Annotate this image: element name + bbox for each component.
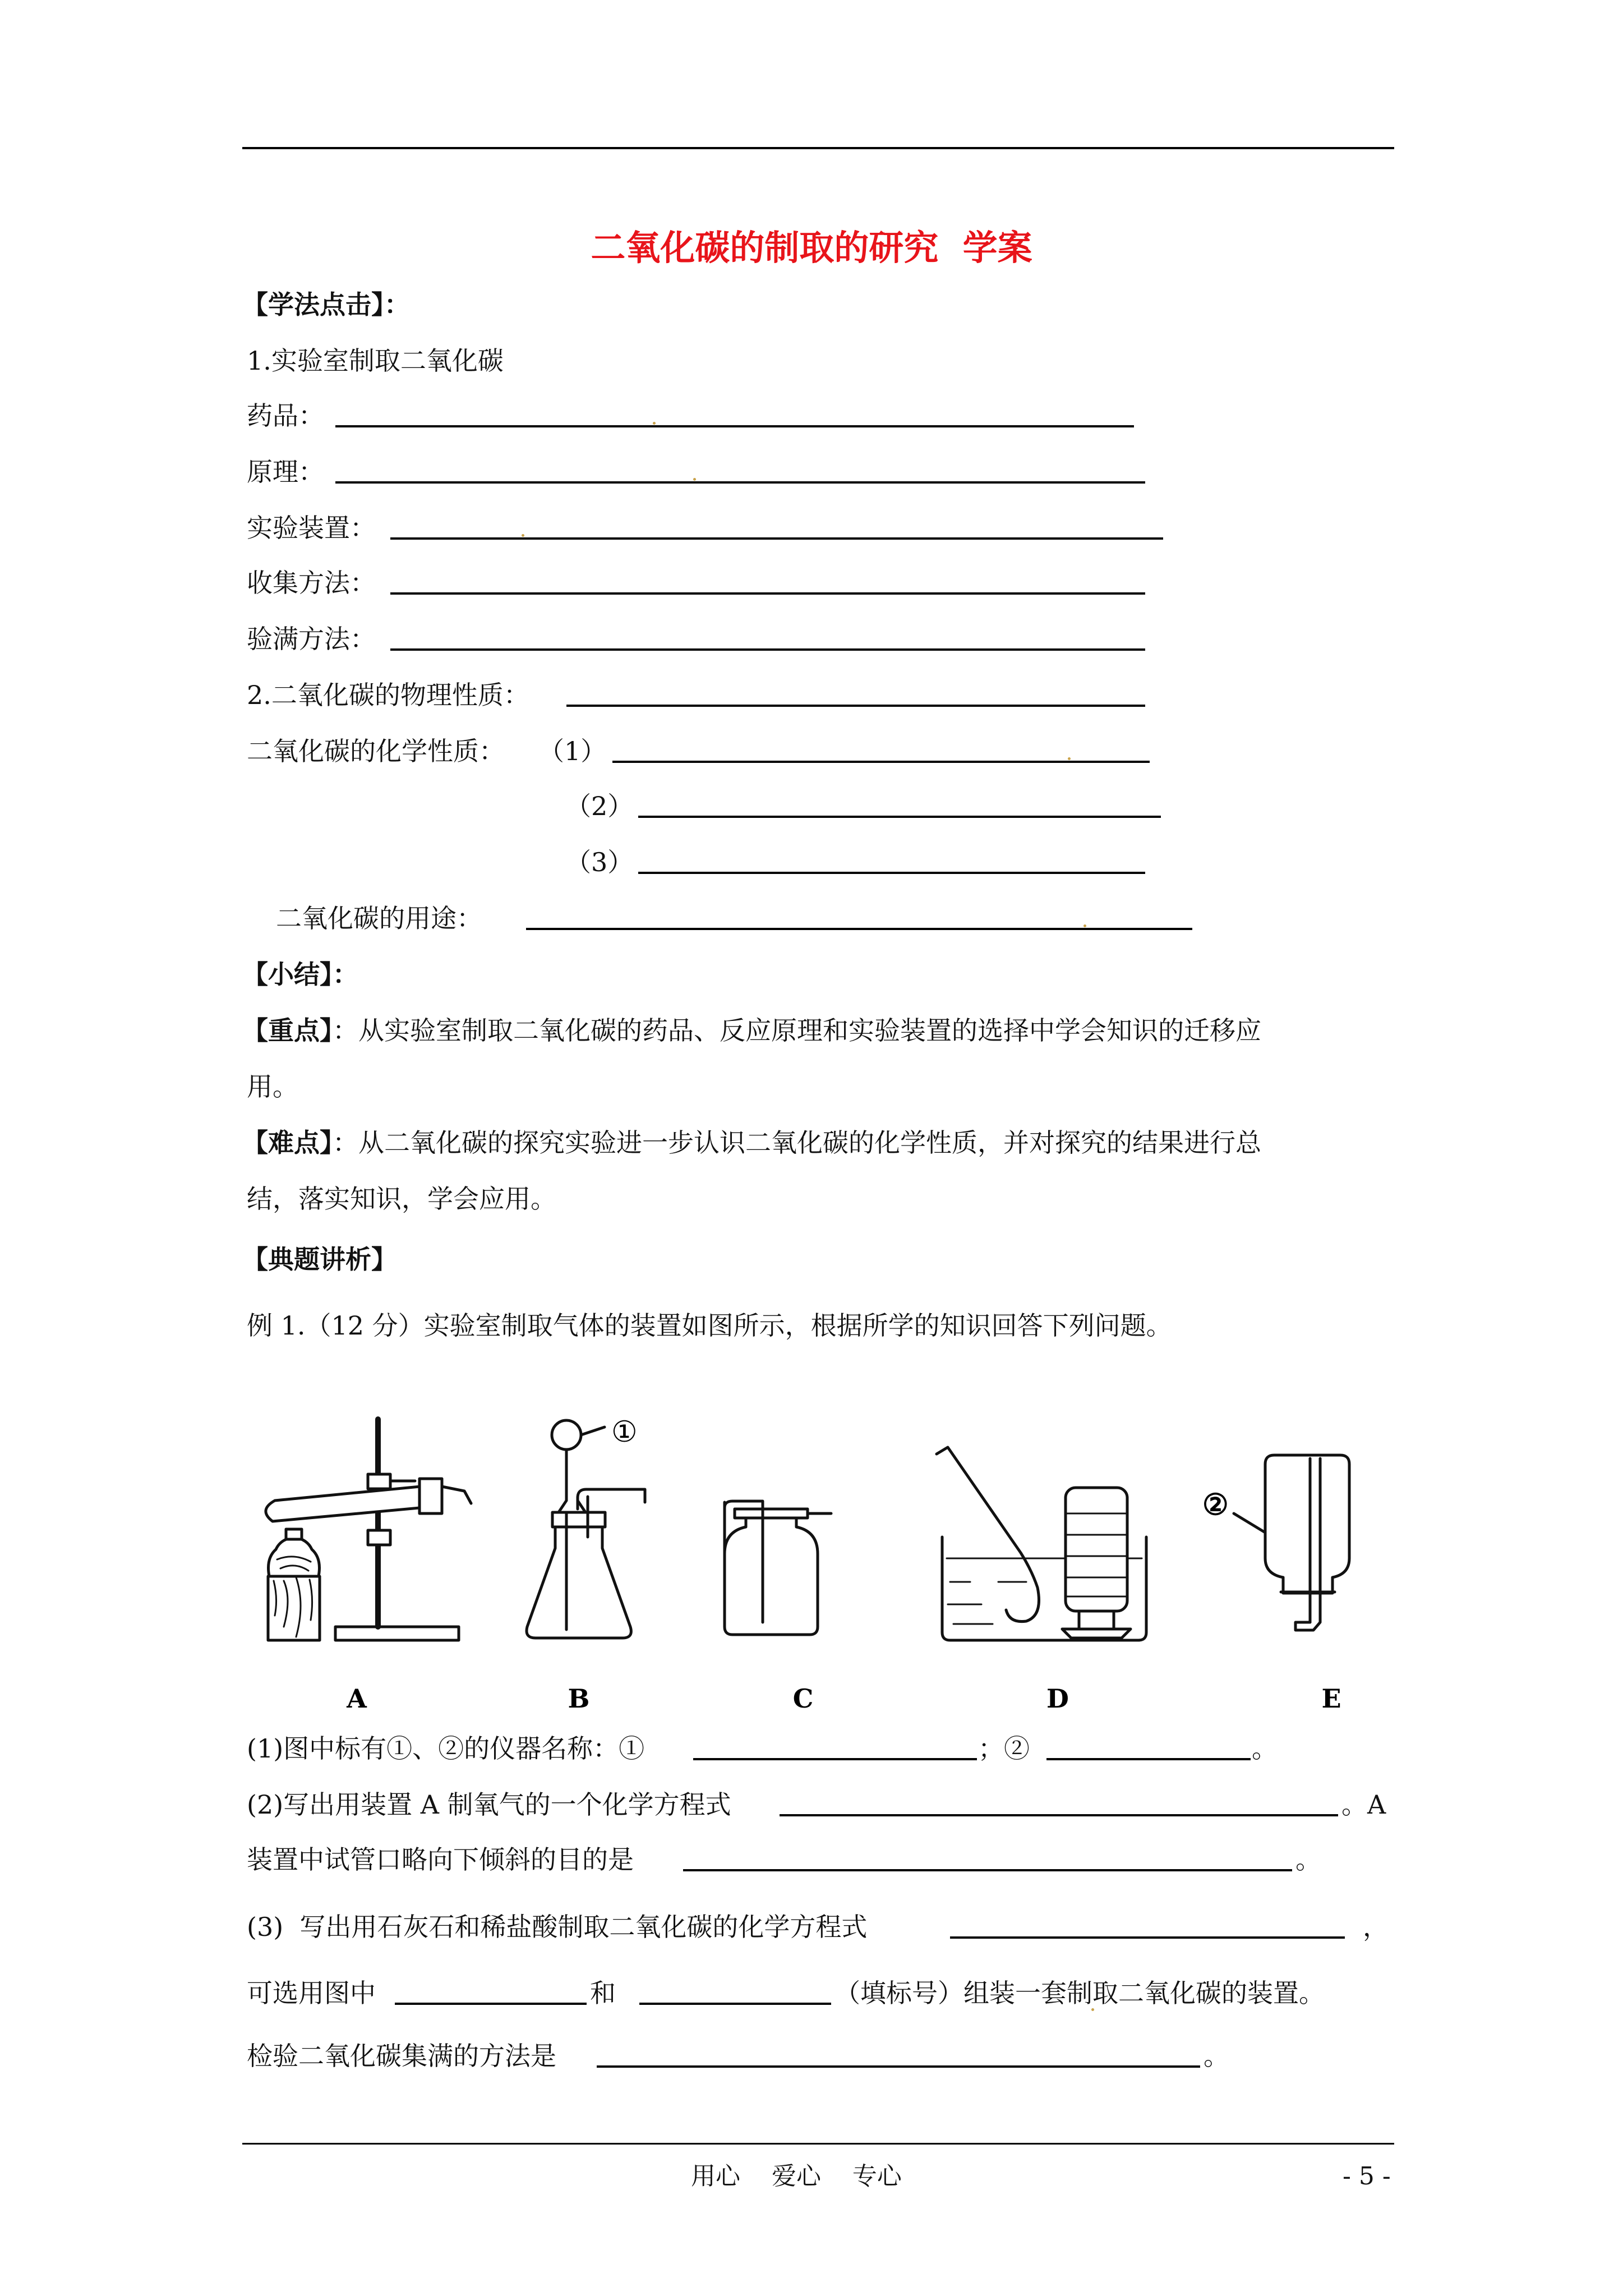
question-3-end: 。 <box>1204 2041 1229 2071</box>
question-2-text-cont: 装置中试管口略向下倾斜的目的是 <box>247 1844 634 1875</box>
blank-drugs[interactable] <box>335 425 1134 427</box>
apparatus-c-drawing <box>725 1501 831 1635</box>
blank-device-1[interactable] <box>395 2003 587 2005</box>
label-drugs: 药品： <box>247 401 324 431</box>
apparatus-label-e: E <box>1321 1683 1341 1714</box>
scan-speck <box>1091 2008 1094 2011</box>
question-1-end: 。 <box>1252 1733 1278 1764</box>
scan-speck <box>693 478 696 481</box>
question-3-and: 和 <box>590 1978 616 2008</box>
label-chemical-props: 二氧化碳的化学性质： <box>247 736 505 766</box>
apparatus-label-a: A <box>347 1683 367 1714</box>
scan-speck <box>1083 924 1086 927</box>
question-3-text: (3) 写出用石灰石和稀盐酸制取二氧化碳的化学方程式 <box>247 1912 868 1942</box>
section-study-tips-heading: 【学法点击】： <box>242 289 410 320</box>
apparatus-a-drawing <box>266 1419 471 1640</box>
blank-collect-method[interactable] <box>390 592 1145 595</box>
blank-instrument-2[interactable] <box>1046 1758 1251 1760</box>
header-rule <box>242 147 1394 149</box>
question-2-end: 。 <box>1295 1844 1321 1875</box>
section-examples-heading: 【典题讲析】 <box>242 1244 397 1274</box>
blank-co2-equation[interactable] <box>950 1936 1345 1939</box>
key-point <box>242 1015 1261 1046</box>
chem-prop-number-1: （1） <box>538 736 607 766</box>
chem-prop-number-2: （2） <box>565 791 634 821</box>
page-number: - 5 - <box>1343 2162 1391 2191</box>
section-summary-heading: 【小结】： <box>242 959 358 990</box>
question-1-text: (1)图中标有①、②的仪器名称：① <box>247 1733 645 1764</box>
page-title: 二氧化碳的制取的研究 学案 <box>591 227 1032 268</box>
question-2-sep: 。A <box>1341 1789 1386 1820</box>
scan-speck <box>522 534 524 537</box>
question-3-choose: 可选用图中 <box>247 1978 376 2008</box>
blank-test-full-method[interactable] <box>597 2065 1200 2068</box>
blank-chem-prop-1[interactable] <box>612 761 1150 763</box>
key-point-text-cont: 用。 <box>247 1071 298 1102</box>
item-lab-preparation: 1.实验室制取二氧化碳 <box>247 346 504 376</box>
blank-instrument-1[interactable] <box>693 1758 977 1760</box>
scan-speck <box>1068 757 1071 760</box>
example-1-intro: 例 1.（12 分）实验室制取气体的装置如图所示，根据所学的知识回答下列问题。 <box>247 1310 1172 1341</box>
blank-principle[interactable] <box>335 481 1145 484</box>
apparatus-e-drawing <box>1234 1455 1349 1630</box>
apparatus-label-d: D <box>1046 1683 1069 1714</box>
scan-speck <box>653 422 656 425</box>
blank-physical-props[interactable] <box>566 705 1145 707</box>
apparatus-label-b: B <box>568 1683 590 1714</box>
question-2-text: (2)写出用装置 A 制氧气的一个化学方程式 <box>247 1789 731 1820</box>
difficult-point <box>242 1130 1261 1156</box>
label-physical-props: 2.二氧化碳的物理性质： <box>247 680 529 710</box>
apparatus-d-drawing <box>937 1447 1146 1640</box>
label-collect-method: 收集方法： <box>247 568 376 598</box>
footer-rule <box>242 2143 1394 2145</box>
difficult-point-label: 【难点】 <box>242 1128 333 1158</box>
blank-apparatus[interactable] <box>390 537 1163 540</box>
blank-oxygen-equation[interactable] <box>780 1814 1338 1816</box>
apparatus-b-drawing <box>527 1420 645 1638</box>
question-3-fill-note: （填标号）组装一套制取二氧化碳的装置。 <box>834 1978 1325 2008</box>
question-3-sep: ， <box>1363 1912 1389 1942</box>
apparatus-figure <box>241 1402 1391 1717</box>
label-full-test: 验满方法： <box>247 624 376 654</box>
chem-prop-number-3: （3） <box>565 847 634 877</box>
blank-chem-prop-3[interactable] <box>638 872 1145 874</box>
label-apparatus: 实验装置： <box>247 513 376 543</box>
question-3-test-full: 检验二氧化碳集满的方法是 <box>247 2041 556 2071</box>
blank-device-2[interactable] <box>639 2003 831 2005</box>
label-principle: 原理： <box>247 457 324 487</box>
footer-motto: 用心 爱心 专心 <box>691 2162 902 2191</box>
label-uses: 二氧化碳的用途： <box>276 903 482 933</box>
difficult-point-text-cont: 结，落实知识，学会应用。 <box>247 1184 556 1214</box>
apparatus-label-c: C <box>792 1683 814 1714</box>
blank-chem-prop-2[interactable] <box>638 816 1161 818</box>
instrument-marker-1: ① <box>611 1415 638 1449</box>
instrument-marker-2: ② <box>1202 1488 1229 1522</box>
blank-uses[interactable] <box>526 928 1192 930</box>
key-point-text: ：从实验室制取二氧化碳的药品、反应原理和实验装置的选择中学会知识的迁移应 <box>333 1015 1261 1046</box>
key-point-label: 【重点】 <box>242 1015 333 1046</box>
blank-full-test[interactable] <box>390 648 1145 651</box>
difficult-point-text: ：从二氧化碳的探究实验进一步认识二氧化碳的化学性质，并对探究的结果进行总 <box>333 1128 1261 1158</box>
question-1-sep: ；② <box>978 1733 1030 1764</box>
blank-tilt-purpose[interactable] <box>683 1869 1292 1871</box>
